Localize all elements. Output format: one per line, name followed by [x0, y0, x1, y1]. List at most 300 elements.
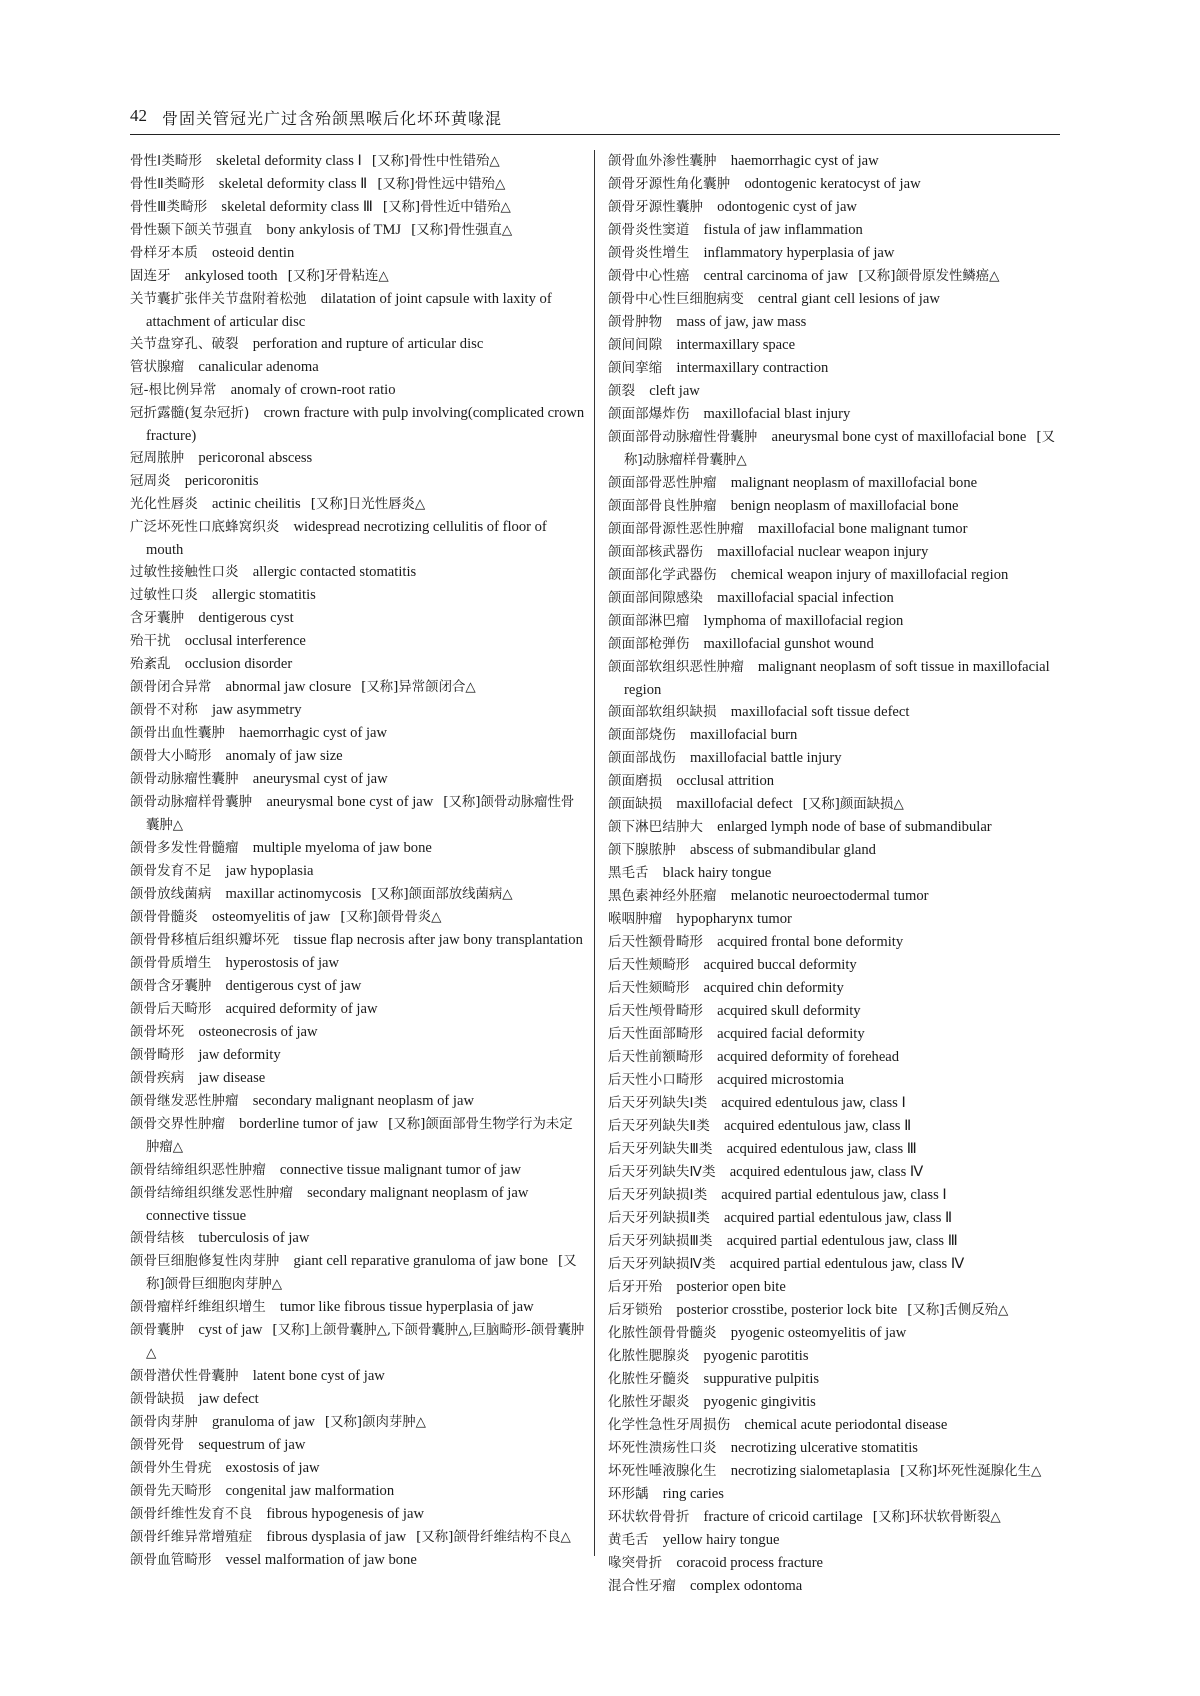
term-chinese: 颌骨潜伏性骨囊肿 [130, 1369, 239, 1384]
term-alias-note: [又称]骨性近中错殆△ [382, 200, 511, 215]
term-chinese: 环形龋 [608, 1487, 649, 1502]
term-english: multiple myeloma of jaw bone [252, 840, 432, 856]
glossary-entry [130, 379, 585, 402]
term-chinese: 颌骨纤维异常增殖症 [130, 1530, 253, 1545]
glossary-entry [608, 747, 1063, 770]
term-chinese: 颌面部骨动脉瘤性骨囊肿 [608, 430, 758, 445]
term-alias-note: [又称]骨性中性错殆△ [371, 154, 500, 169]
glossary-entry [608, 587, 1063, 610]
glossary-entry [130, 630, 585, 653]
glossary-entry [608, 1253, 1063, 1276]
term-chinese: 颌面部枪弹伤 [608, 637, 690, 652]
term-chinese: 颌面部软组织缺损 [608, 705, 717, 720]
term-chinese: 颌骨骨质增生 [130, 956, 212, 971]
glossary-entry [608, 1184, 1063, 1207]
term-chinese: 化学性急性牙周损伤 [608, 1418, 731, 1433]
glossary-entry [130, 607, 585, 630]
term-english: intermaxillary contraction [676, 360, 829, 376]
term-english: granuloma of jaw [211, 1414, 315, 1430]
term-chinese: 骨性颞下颌关节强直 [130, 223, 253, 238]
column-divider [594, 150, 595, 1556]
term-chinese: 颌间间隙 [608, 338, 663, 353]
term-english: posterior crosstibe, posterior lock bite [676, 1302, 898, 1318]
glossary-entry [130, 1182, 585, 1227]
term-chinese: 冠周脓肿 [130, 451, 185, 466]
term-chinese: 颌下腺脓肿 [608, 843, 676, 858]
term-english: acquired chin deformity [703, 980, 844, 996]
glossary-entry [608, 1483, 1063, 1506]
term-english: allergic stomatitis [211, 587, 316, 603]
term-chinese: 颌裂 [608, 384, 636, 399]
term-english: hyperostosis of jaw [225, 955, 340, 971]
glossary-entry [130, 1457, 585, 1480]
term-english: anomaly of jaw size [225, 748, 343, 764]
term-english: malignant neoplasm of soft tissue in maxillofacial region [624, 659, 1050, 698]
term-chinese: 颌面部骨恶性肿瘤 [608, 476, 717, 491]
glossary-entry [608, 242, 1063, 265]
term-english: abscess of submandibular gland [689, 842, 876, 858]
glossary-entry [130, 1365, 585, 1388]
term-chinese: 化脓性牙龈炎 [608, 1395, 690, 1410]
term-chinese: 颌骨大小畸形 [130, 749, 212, 764]
term-english: tumor like fibrous tissue hyperplasia of jaw [279, 1299, 534, 1315]
glossary-entry [608, 862, 1063, 885]
term-chinese: 颌骨继发恶性肿瘤 [130, 1094, 239, 1109]
glossary-entry [130, 333, 585, 356]
term-english: haemorrhagic cyst of jaw [239, 725, 388, 741]
term-alias-note: [又称]异常颌闭合△ [361, 680, 476, 695]
term-chinese: 颌骨外生骨疣 [130, 1461, 212, 1476]
term-english: acquired buccal deformity [703, 957, 857, 973]
term-english: black hairy tongue [662, 865, 772, 881]
term-chinese: 光化性唇炎 [130, 497, 198, 512]
term-english: acquired facial deformity [717, 1026, 865, 1042]
term-chinese: 喙突骨折 [608, 1556, 663, 1571]
term-chinese: 颌骨后天畸形 [130, 1002, 212, 1017]
glossary-entry [608, 1161, 1063, 1184]
glossary-entry [130, 791, 585, 837]
glossary-entry [608, 1092, 1063, 1115]
glossary-entry [130, 1159, 585, 1182]
glossary-entry [608, 564, 1063, 587]
term-chinese: 后天牙列缺损Ⅳ类 [608, 1257, 716, 1272]
term-english: haemorrhagic cyst of jaw [730, 153, 879, 169]
term-chinese: 殆干扰 [130, 634, 171, 649]
glossary-entry [608, 403, 1063, 426]
page-title: 骨固关管冠光广过含殆颌黑喉后化坏环黄喙混 [162, 109, 503, 128]
term-chinese: 骨性Ⅱ类畸形 [130, 177, 205, 192]
term-english: acquired partial edentulous jaw, class Ⅰ [721, 1187, 947, 1203]
term-english: jaw deformity [198, 1047, 281, 1063]
term-english: secondary malignant neoplasm of jaw [252, 1093, 475, 1109]
glossary-entry [130, 584, 585, 607]
term-chinese: 颌骨含牙囊肿 [130, 979, 212, 994]
glossary-entry [608, 724, 1063, 747]
term-english: fibrous dysplasia of jaw [266, 1529, 407, 1545]
term-chinese: 后天牙列缺损Ⅲ类 [608, 1234, 713, 1249]
term-english: mass of jaw, jaw mass [676, 314, 807, 330]
term-chinese: 颌骨动脉瘤样骨囊肿 [130, 795, 253, 810]
term-english: fibrous hypogenesis of jaw [266, 1506, 424, 1522]
glossary-entry [608, 426, 1063, 472]
term-english: coracoid process fracture [676, 1555, 824, 1571]
term-english: borderline tumor of jaw [239, 1116, 379, 1132]
term-chinese: 颌面磨损 [608, 774, 663, 789]
term-chinese: 颌骨疾病 [130, 1071, 185, 1086]
term-chinese: 含牙囊肿 [130, 611, 185, 626]
term-alias-note: [又称]日光性唇炎△ [310, 497, 426, 512]
glossary-entry [130, 150, 585, 173]
glossary-entry [608, 1529, 1063, 1552]
glossary-entry [130, 1319, 585, 1365]
page-header [130, 104, 1060, 135]
term-chinese: 关节囊扩张伴关节盘附着松弛 [130, 292, 307, 307]
term-english: aneurysmal bone cyst of jaw [266, 794, 434, 810]
term-english: melanotic neuroectodermal tumor [730, 888, 929, 904]
term-english: odontogenic keratocyst of jaw [744, 176, 921, 192]
glossary-entry [130, 561, 585, 584]
term-alias-note: [又称]颌肉芽肿△ [324, 1415, 426, 1430]
term-chinese: 后天性额骨畸形 [608, 935, 704, 950]
glossary-entry [130, 265, 585, 288]
glossary-entry [130, 1480, 585, 1503]
glossary-entry [608, 908, 1063, 931]
term-alias-note: [又称]坏死性涎腺化生△ [900, 1464, 1042, 1479]
term-english: dentigerous cyst [198, 610, 294, 626]
glossary-entry [608, 1437, 1063, 1460]
term-english: occlusion disorder [184, 656, 293, 672]
term-english: secondary malignant neoplasm of jaw connective tissue [146, 1185, 529, 1224]
term-alias-note: [又称]舌侧反殆△ [907, 1303, 1009, 1318]
term-chinese: 颌骨不对称 [130, 703, 198, 718]
term-english: complex odontoma [689, 1578, 803, 1594]
term-english: maxillofacial bone malignant tumor [757, 521, 968, 537]
term-english: yellow hairy tongue [662, 1532, 780, 1548]
term-english: maxillofacial gunshot wound [703, 636, 874, 652]
term-chinese: 颌骨动脉瘤性囊肿 [130, 772, 239, 787]
term-english: benign neoplasm of maxillofacial bone [730, 498, 959, 514]
glossary-entry [608, 1552, 1063, 1575]
term-english: latent bone cyst of jaw [252, 1368, 385, 1384]
term-alias-note: [又称]环状软骨断裂△ [872, 1510, 1001, 1525]
term-english: canalicular adenoma [198, 359, 319, 375]
term-chinese: 颌骨肉芽肿 [130, 1415, 198, 1430]
term-chinese: 后天性颏畸形 [608, 981, 690, 996]
term-chinese: 后天牙列缺失Ⅱ类 [608, 1119, 710, 1134]
glossary-entry [608, 656, 1063, 701]
glossary-entry [608, 1207, 1063, 1230]
glossary-entry [608, 1046, 1063, 1069]
glossary-entry [130, 402, 585, 447]
term-chinese: 固连牙 [130, 269, 171, 284]
term-chinese: 颌面部烧伤 [608, 728, 676, 743]
term-chinese: 颌面部爆炸伤 [608, 407, 690, 422]
term-chinese: 颌骨死骨 [130, 1438, 185, 1453]
glossary-entry [608, 977, 1063, 1000]
term-alias-note: [又称]动脉瘤样骨囊肿△ [624, 430, 1056, 468]
glossary-entry [608, 1138, 1063, 1161]
term-chinese: 黄毛舌 [608, 1533, 649, 1548]
term-chinese: 颌骨结缔组织继发恶性肿瘤 [130, 1186, 294, 1201]
glossary-entry [608, 495, 1063, 518]
term-english: maxillofacial soft tissue defect [730, 704, 910, 720]
term-english: maxillofacial burn [689, 727, 798, 743]
term-english: pyogenic osteomyelitis of jaw [730, 1325, 907, 1341]
term-chinese: 混合性牙瘤 [608, 1579, 676, 1594]
term-chinese: 化脓性腮腺炎 [608, 1349, 690, 1364]
glossary-entry [608, 885, 1063, 908]
term-chinese: 环状软骨骨折 [608, 1510, 690, 1525]
term-english: acquired edentulous jaw, class Ⅱ [723, 1118, 912, 1134]
term-english: ankylosed tooth [184, 268, 278, 284]
glossary-entry [608, 1299, 1063, 1322]
term-chinese: 颌骨出血性囊肿 [130, 726, 226, 741]
term-english: pericoronitis [184, 473, 259, 489]
term-english: acquired partial edentulous jaw, class Ⅲ [726, 1233, 958, 1249]
term-english: dilatation of joint capsule with laxity of attachment of articular disc [146, 291, 552, 330]
term-chinese: 后天牙列缺失Ⅲ类 [608, 1142, 713, 1157]
term-chinese: 颌骨炎性窦道 [608, 223, 690, 238]
glossary-entry [130, 493, 585, 516]
glossary-entry [130, 952, 585, 975]
term-chinese: 冠周炎 [130, 474, 171, 489]
term-english: exostosis of jaw [225, 1460, 320, 1476]
term-chinese: 颌骨发育不足 [130, 864, 212, 879]
glossary-entry [608, 1391, 1063, 1414]
term-chinese: 后牙开殆 [608, 1280, 663, 1295]
term-alias-note: [又称]骨性强直△ [411, 223, 513, 238]
term-english: posterior open bite [676, 1279, 786, 1295]
term-english: aneurysmal bone cyst of maxillofacial bone [771, 429, 1027, 445]
term-chinese: 颌骨血外渗性囊肿 [608, 154, 717, 169]
term-chinese: 颌骨骨移植后组织瓣坏死 [130, 933, 280, 948]
glossary-entry [130, 837, 585, 860]
term-chinese: 颌骨巨细胞修复性肉芽肿 [130, 1254, 280, 1269]
term-chinese: 颌骨放线菌病 [130, 887, 212, 902]
term-chinese: 颌骨炎性增生 [608, 246, 690, 261]
glossary-entry [130, 1296, 585, 1319]
term-english: acquired deformity of jaw [225, 1001, 378, 1017]
term-english: maxillofacial battle injury [689, 750, 842, 766]
glossary-entry [608, 219, 1063, 242]
glossary-entry [130, 1021, 585, 1044]
term-chinese: 后天性面部畸形 [608, 1027, 704, 1042]
term-chinese: 后天性颊畸形 [608, 958, 690, 973]
glossary-entry [608, 1000, 1063, 1023]
glossary-entry [130, 1388, 585, 1411]
term-alias-note: [又称]颌骨动脉瘤性骨囊肿△ [146, 795, 575, 833]
term-chinese: 后天牙列缺损Ⅱ类 [608, 1211, 710, 1226]
glossary-entry [130, 516, 585, 561]
term-alias-note: [又称]颌面部骨生物学行为未定肿瘤△ [146, 1117, 573, 1155]
term-chinese: 管状腺瘤 [130, 360, 185, 375]
term-chinese: 冠折露髓(复杂冠折) [130, 406, 250, 421]
term-english: necrotizing ulcerative stomatitis [730, 1440, 918, 1456]
glossary-entry [608, 954, 1063, 977]
term-chinese: 颌骨牙源性角化囊肿 [608, 177, 731, 192]
glossary-entry [608, 288, 1063, 311]
term-alias-note: [又称]牙骨粘连△ [287, 269, 389, 284]
term-english: pericoronal abscess [198, 450, 313, 466]
glossary-entry [130, 653, 585, 676]
term-chinese: 殆紊乱 [130, 657, 171, 672]
term-english: allergic contacted stomatitis [252, 564, 417, 580]
glossary-entry [608, 357, 1063, 380]
term-chinese: 颌骨囊肿 [130, 1323, 185, 1338]
term-chinese: 颌骨中心性巨细胞病变 [608, 292, 744, 307]
glossary-entry [130, 883, 585, 906]
glossary-entry [130, 196, 585, 219]
term-english: central giant cell lesions of jaw [757, 291, 940, 307]
term-chinese: 颌骨纤维性发育不良 [130, 1507, 253, 1522]
term-english: enlarged lymph node of base of submandibular [717, 819, 992, 835]
term-chinese: 颌骨缺损 [130, 1392, 185, 1407]
glossary-entry [608, 1506, 1063, 1529]
term-chinese: 颌面部间隙感染 [608, 591, 704, 606]
glossary-entry [608, 1575, 1063, 1598]
term-chinese: 颌骨坏死 [130, 1025, 185, 1040]
term-chinese: 后天性小口畸形 [608, 1073, 704, 1088]
term-english: giant cell reparative granuloma of jaw bone [293, 1253, 548, 1269]
term-english: abnormal jaw closure [225, 679, 352, 695]
glossary-entry [130, 768, 585, 791]
term-english: maxillofacial defect [676, 796, 793, 812]
term-alias-note: [又称]颌骨巨细胞肉芽肿△ [146, 1254, 577, 1292]
glossary-entry [130, 998, 585, 1021]
glossary-entry [608, 1322, 1063, 1345]
glossary-entry [130, 745, 585, 768]
term-english: fistula of jaw inflammation [703, 222, 863, 238]
term-english: jaw defect [198, 1391, 259, 1407]
glossary-entry [130, 1411, 585, 1434]
glossary-entry [608, 311, 1063, 334]
term-chinese: 坏死性溃疡性口炎 [608, 1441, 717, 1456]
term-english: osteonecrosis of jaw [198, 1024, 318, 1040]
glossary-entry [130, 1067, 585, 1090]
glossary-entry [130, 929, 585, 952]
term-chinese: 化脓性牙髓炎 [608, 1372, 690, 1387]
glossary-entry [130, 1090, 585, 1113]
glossary-entry [608, 701, 1063, 724]
glossary-entry [130, 699, 585, 722]
page-number: 42 [130, 106, 147, 125]
glossary-entry [130, 1044, 585, 1067]
glossary-entry [608, 265, 1063, 288]
term-chinese: 后天牙列缺失Ⅳ类 [608, 1165, 716, 1180]
term-chinese: 颌骨瘤样纤维组织增生 [130, 1300, 266, 1315]
glossary-entry [130, 860, 585, 883]
term-chinese: 广泛坏死性口底蜂窝织炎 [130, 520, 280, 535]
glossary-entry [130, 288, 585, 333]
term-chinese: 颌面部骨源性恶性肿瘤 [608, 522, 744, 537]
glossary-entry [608, 518, 1063, 541]
term-chinese: 后天牙列缺损Ⅰ类 [608, 1188, 708, 1203]
term-chinese: 后天牙列缺失Ⅰ类 [608, 1096, 708, 1111]
term-english: tuberculosis of jaw [198, 1230, 310, 1246]
term-english: acquired edentulous jaw, class Ⅲ [726, 1141, 917, 1157]
term-english: central carcinoma of jaw [703, 268, 849, 284]
glossary-entry [608, 1115, 1063, 1138]
term-english: hypopharynx tumor [676, 911, 792, 927]
glossary-entry [608, 150, 1063, 173]
glossary-entry [608, 173, 1063, 196]
term-english: acquired frontal bone deformity [717, 934, 904, 950]
term-chinese: 黑色素神经外胚瘤 [608, 889, 717, 904]
term-english: acquired partial edentulous jaw, class Ⅱ [723, 1210, 953, 1226]
glossary-entry [608, 770, 1063, 793]
glossary-entry [608, 1069, 1063, 1092]
term-english: necrotizing sialometaplasia [730, 1463, 890, 1479]
term-chinese: 后天性颅骨畸形 [608, 1004, 704, 1019]
term-english: tissue flap necrosis after jaw bony transplantation [293, 932, 583, 948]
term-chinese: 颌骨牙源性囊肿 [608, 200, 704, 215]
left-column [130, 150, 585, 1572]
glossary-entry [608, 541, 1063, 564]
term-alias-note: [又称]颌骨纤维结构不良△ [416, 1530, 571, 1545]
term-english: acquired deformity of forehead [717, 1049, 900, 1065]
term-alias-note: [又称]颌面部放线菌病△ [371, 887, 513, 902]
term-chinese: 颌面部化学武器伤 [608, 568, 717, 583]
glossary-entry [608, 1368, 1063, 1391]
term-english: skeletal deformity class Ⅰ [216, 153, 362, 169]
term-english: cleft jaw [649, 383, 700, 399]
term-chinese: 颌骨血管畸形 [130, 1553, 212, 1568]
term-chinese: 冠-根比例异常 [130, 383, 217, 398]
glossary-entry [608, 1276, 1063, 1299]
term-english: crown fracture with pulp involving(complicated crown fracture) [146, 405, 585, 444]
term-chinese: 颌间挛缩 [608, 361, 663, 376]
term-english: dentigerous cyst of jaw [225, 978, 362, 994]
term-english: maxillofacial blast injury [703, 406, 851, 422]
term-chinese: 骨性Ⅰ类畸形 [130, 154, 203, 169]
term-english: acquired edentulous jaw, class Ⅰ [721, 1095, 906, 1111]
term-english: acquired skull deformity [717, 1003, 861, 1019]
glossary-entry [130, 1250, 585, 1296]
term-english: chemical weapon injury of maxillofacial region [730, 567, 1009, 583]
glossary-entry [608, 816, 1063, 839]
term-chinese: 颌骨骨髓炎 [130, 910, 198, 925]
glossary-entry [130, 356, 585, 379]
glossary-entry [608, 380, 1063, 403]
term-english: connective tissue malignant tumor of jaw [279, 1162, 522, 1178]
term-chinese: 黑毛舌 [608, 866, 649, 881]
term-english: odontogenic cyst of jaw [717, 199, 857, 215]
term-english: jaw disease [198, 1070, 266, 1086]
term-english: fracture of cricoid cartilage [703, 1509, 863, 1525]
glossary-entry [130, 242, 585, 265]
term-english: acquired microstomia [717, 1072, 844, 1088]
term-english: acquired partial edentulous jaw, class Ⅳ [729, 1256, 965, 1272]
term-chinese: 过敏性接触性口炎 [130, 565, 239, 580]
glossary-entry [608, 1460, 1063, 1483]
term-chinese: 颌下淋巴结肿大 [608, 820, 704, 835]
glossary-entry [130, 676, 585, 699]
term-english: ring caries [662, 1486, 724, 1502]
term-english: intermaxillary space [676, 337, 796, 353]
glossary-entry [130, 219, 585, 242]
term-alias-note: [又称]骨性远中错殆△ [377, 177, 506, 192]
glossary-entry [608, 1414, 1063, 1437]
term-chinese: 颌面部核武器伤 [608, 545, 704, 560]
glossary-entry [130, 906, 585, 929]
glossary-entry [608, 633, 1063, 656]
glossary-entry [608, 334, 1063, 357]
term-english: actinic cheilitis [211, 496, 301, 512]
term-english: jaw asymmetry [211, 702, 302, 718]
term-chinese: 颌面缺损 [608, 797, 663, 812]
term-english: occlusal interference [184, 633, 306, 649]
term-english: aneurysmal cyst of jaw [252, 771, 388, 787]
